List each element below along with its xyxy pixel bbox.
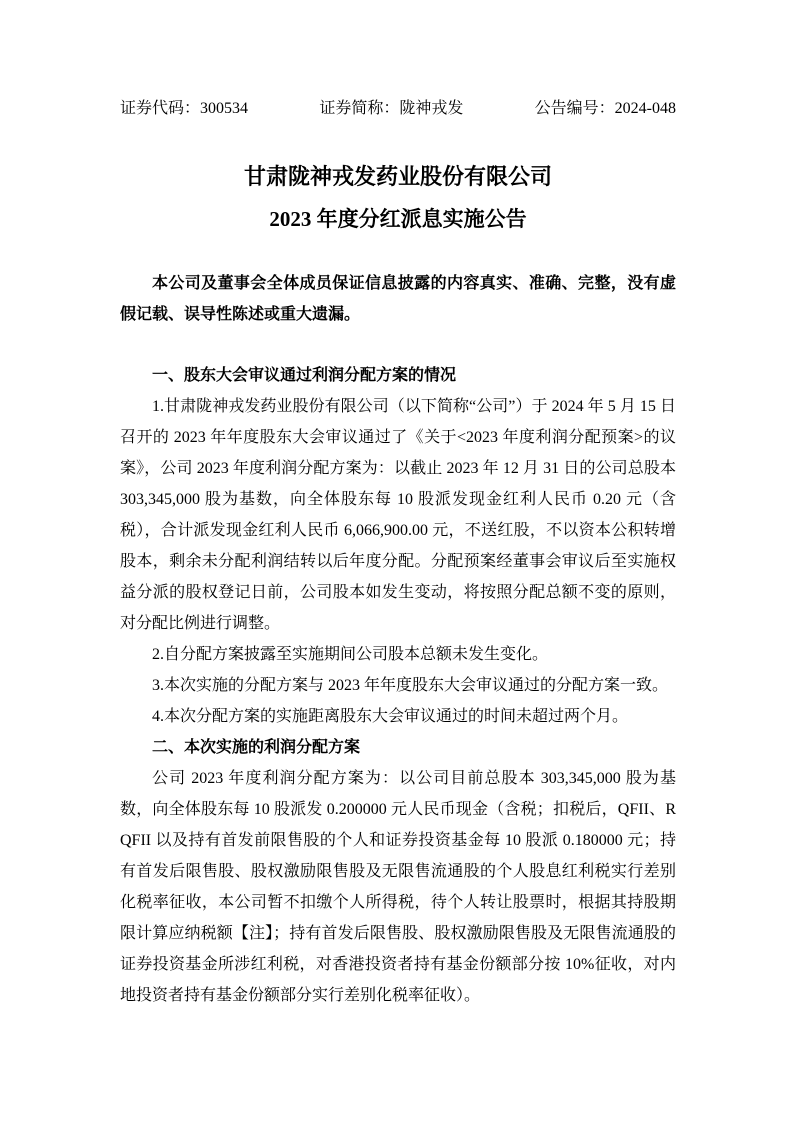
section2-paragraph: 公司 2023 年度利润分配方案为：以公司目前总股本 303,345,000 股为基数，向全体股东每 10 股派发 0.200000 元人民币现金（含税；扣税后，QFII、RQFII 以及持有首发前限售股的个人和证券投资基金每 10 股派 0.180000 元；持有首发后限售股、股权激励限售股及无限售流通股的个人股息红利税实行差别化税率征收，本公司暂不扣缴个人所得税，待个人转让股票时，根据其持股期限计算应纳税额【注】；持有首发后限售股、股权激励限售股及无限售流通股的证券投资基金所涉红利税，对香港投资者持有基金份额部分按 10%征收，对内地投资者持有基金份额部分实行差别化税率征收）。 xyxy=(120,770,676,1004)
stock-code: 证券代码：300534 xyxy=(120,100,249,117)
stock-short-name: 证券简称：陇神戎发 xyxy=(319,100,464,117)
disclaimer-paragraph: 本公司及董事会全体成员保证信息披露的内容真实、准确、完整，没有虚假记载、误导性陈述或重大遗漏。 xyxy=(120,275,676,323)
section1-item1: 1.甘肃陇神戎发药业股份有限公司（以下简称“公司”）于 2024 年 5 月 15 日召开的 2023 年年度股东大会审议通过了《关于<2023 年度利润分配预案>的议案》，公司 2023 年度利润分配方案为：以截止 2023 年 12 月 31 日的公司总股本 303,345,000 股为基数，向全体股东每 10 股派发现金红利人民币 0.20 元（含税），合计派发现金红利人民币 6,066,900.00 元，不送红股，不以资本公积转增股本，剩余未分配利润结转以后年度分配。分配预案经董事会审议后至实施权益分派的股权登记日前，公司股本如发生变动，将按照分配总额不变的原则，对分配比例进行调整。 xyxy=(120,398,676,632)
section1-item4: 4.本次分配方案的实施距离股东大会审议通过的时间未超过两个月。 xyxy=(152,708,629,725)
section1-item2: 2.自分配方案披露至实施期间公司股本总额未发生变化。 xyxy=(152,646,549,663)
announcement-title: 2023 年度分红派息实施公告 xyxy=(269,207,527,231)
announcement-number: 公告编号：2024-048 xyxy=(534,100,676,117)
section2-heading: 二、本次实施的利润分配方案 xyxy=(152,739,361,756)
section1-heading: 一、股东大会审议通过利润分配方案的情况 xyxy=(152,367,457,384)
document-header xyxy=(120,98,676,120)
company-title: 甘肃陇神戎发药业股份有限公司 xyxy=(243,164,552,189)
section1-item3: 3.本次实施的分配方案与 2023 年年度股东大会审议通过的分配方案一致。 xyxy=(152,677,669,694)
